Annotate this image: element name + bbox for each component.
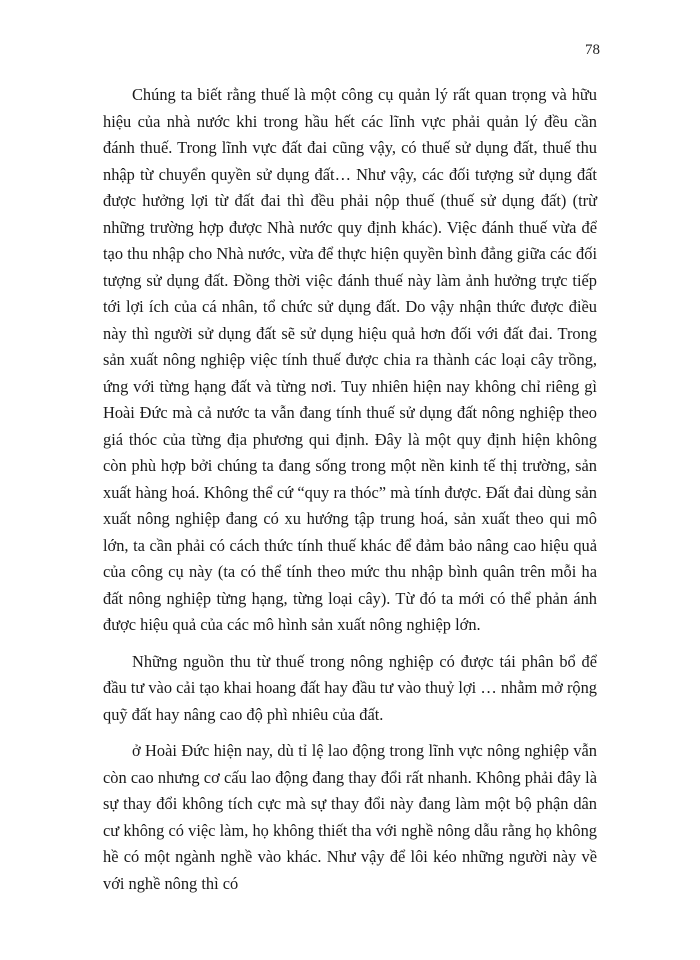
paragraph-labor-structure: ở Hoài Đức hiện nay, dù tỉ lệ lao động trong lĩnh vực nông nghiệp vẫn còn cao nhưng cơ cấu lao động đang thay đổi rất nhanh. Không phải đây là sự thay đổi không tích cực mà sự thay đổi này đang làm một bộ phận dân cư không có việc làm, họ không thiết tha với nghề nông dẫu rằng họ không hề có một ngành nghề vào khác. Như vậy để lôi kéo những người này về với nghề nông thì có [103, 741, 597, 893]
paragraph-tax-revenue-use: Những nguồn thu từ thuế trong nông nghiệp có được tái phân bổ để đầu tư vào cải tạo khai hoang đất hay đầu tư vào thuỷ lợi … nhằm mở rộng quỹ đất hay nâng cao độ phì nhiêu của đất. [103, 651, 597, 724]
document-body [103, 82, 597, 897]
page-number: 78 [585, 42, 600, 58]
paragraph-taxation-tool: Chúng ta biết rằng thuế là một công cụ quản lý rất quan trọng và hữu hiệu của nhà nước khi trong hầu hết các lĩnh vực phải quản lý đều cần đánh thuế. Trong lĩnh vực đất đai cũng vậy, có thuế sử dụng đất, thuế thu nhập từ chuyển quyền sử dụng đất… Như vậy, các đối tượng sử dụng đất được hưởng lợi từ đất đai thì đều phải nộp thuế (thuế sử dụng đất) (trừ những trường hợp được Nhà nước quy định khác). Việc đánh thuế vừa để tạo thu nhập cho Nhà nước, vừa để thực hiện quyền bình đẳng giữa các đối tượng sử dụng đất. Đồng thời việc đánh thuế này làm ảnh hưởng trực tiếp tới lợi ích của cá nhân, tổ chức sử dụng đất. Do vậy nhận thức được điều này thì người sử dụng đất sẽ sử dụng hiệu quả hơn đối với đất đai. Trong sản xuất nông nghiệp việc tính thuế được chia ra thành các loại cây trồng, ứng với từng hạng đất và từng nơi. Tuy nhiên hiện nay không chỉ riêng gì Hoài Đức mà cả nước ta vẫn đang tính thuế sử dụng đất nông nghiệp theo giá thóc của từng địa phương qui định. Đây là một quy định hiện không còn phù hợp bởi chúng ta đang sống trong một nền kinh tế thị trường, sản xuất hàng hoá. Không thể cứ “quy ra thóc” mà tính được. Đất đai dùng sản xuất nông nghiệp đang có xu hướng tập trung hoá, sản xuất theo qui mô lớn, ta cần phải có cách thức tính thuế khác để đảm bảo nâng cao hiệu quả của công cụ này (ta có thể tính theo mức thu nhập bình quân trên mỗi ha đất nông nghiệp từng hạng, từng loại cây). Từ đó ta mới có thể phản ánh được hiệu quả của các mô hình sản xuất nông nghiệp lớn. [103, 85, 597, 634]
